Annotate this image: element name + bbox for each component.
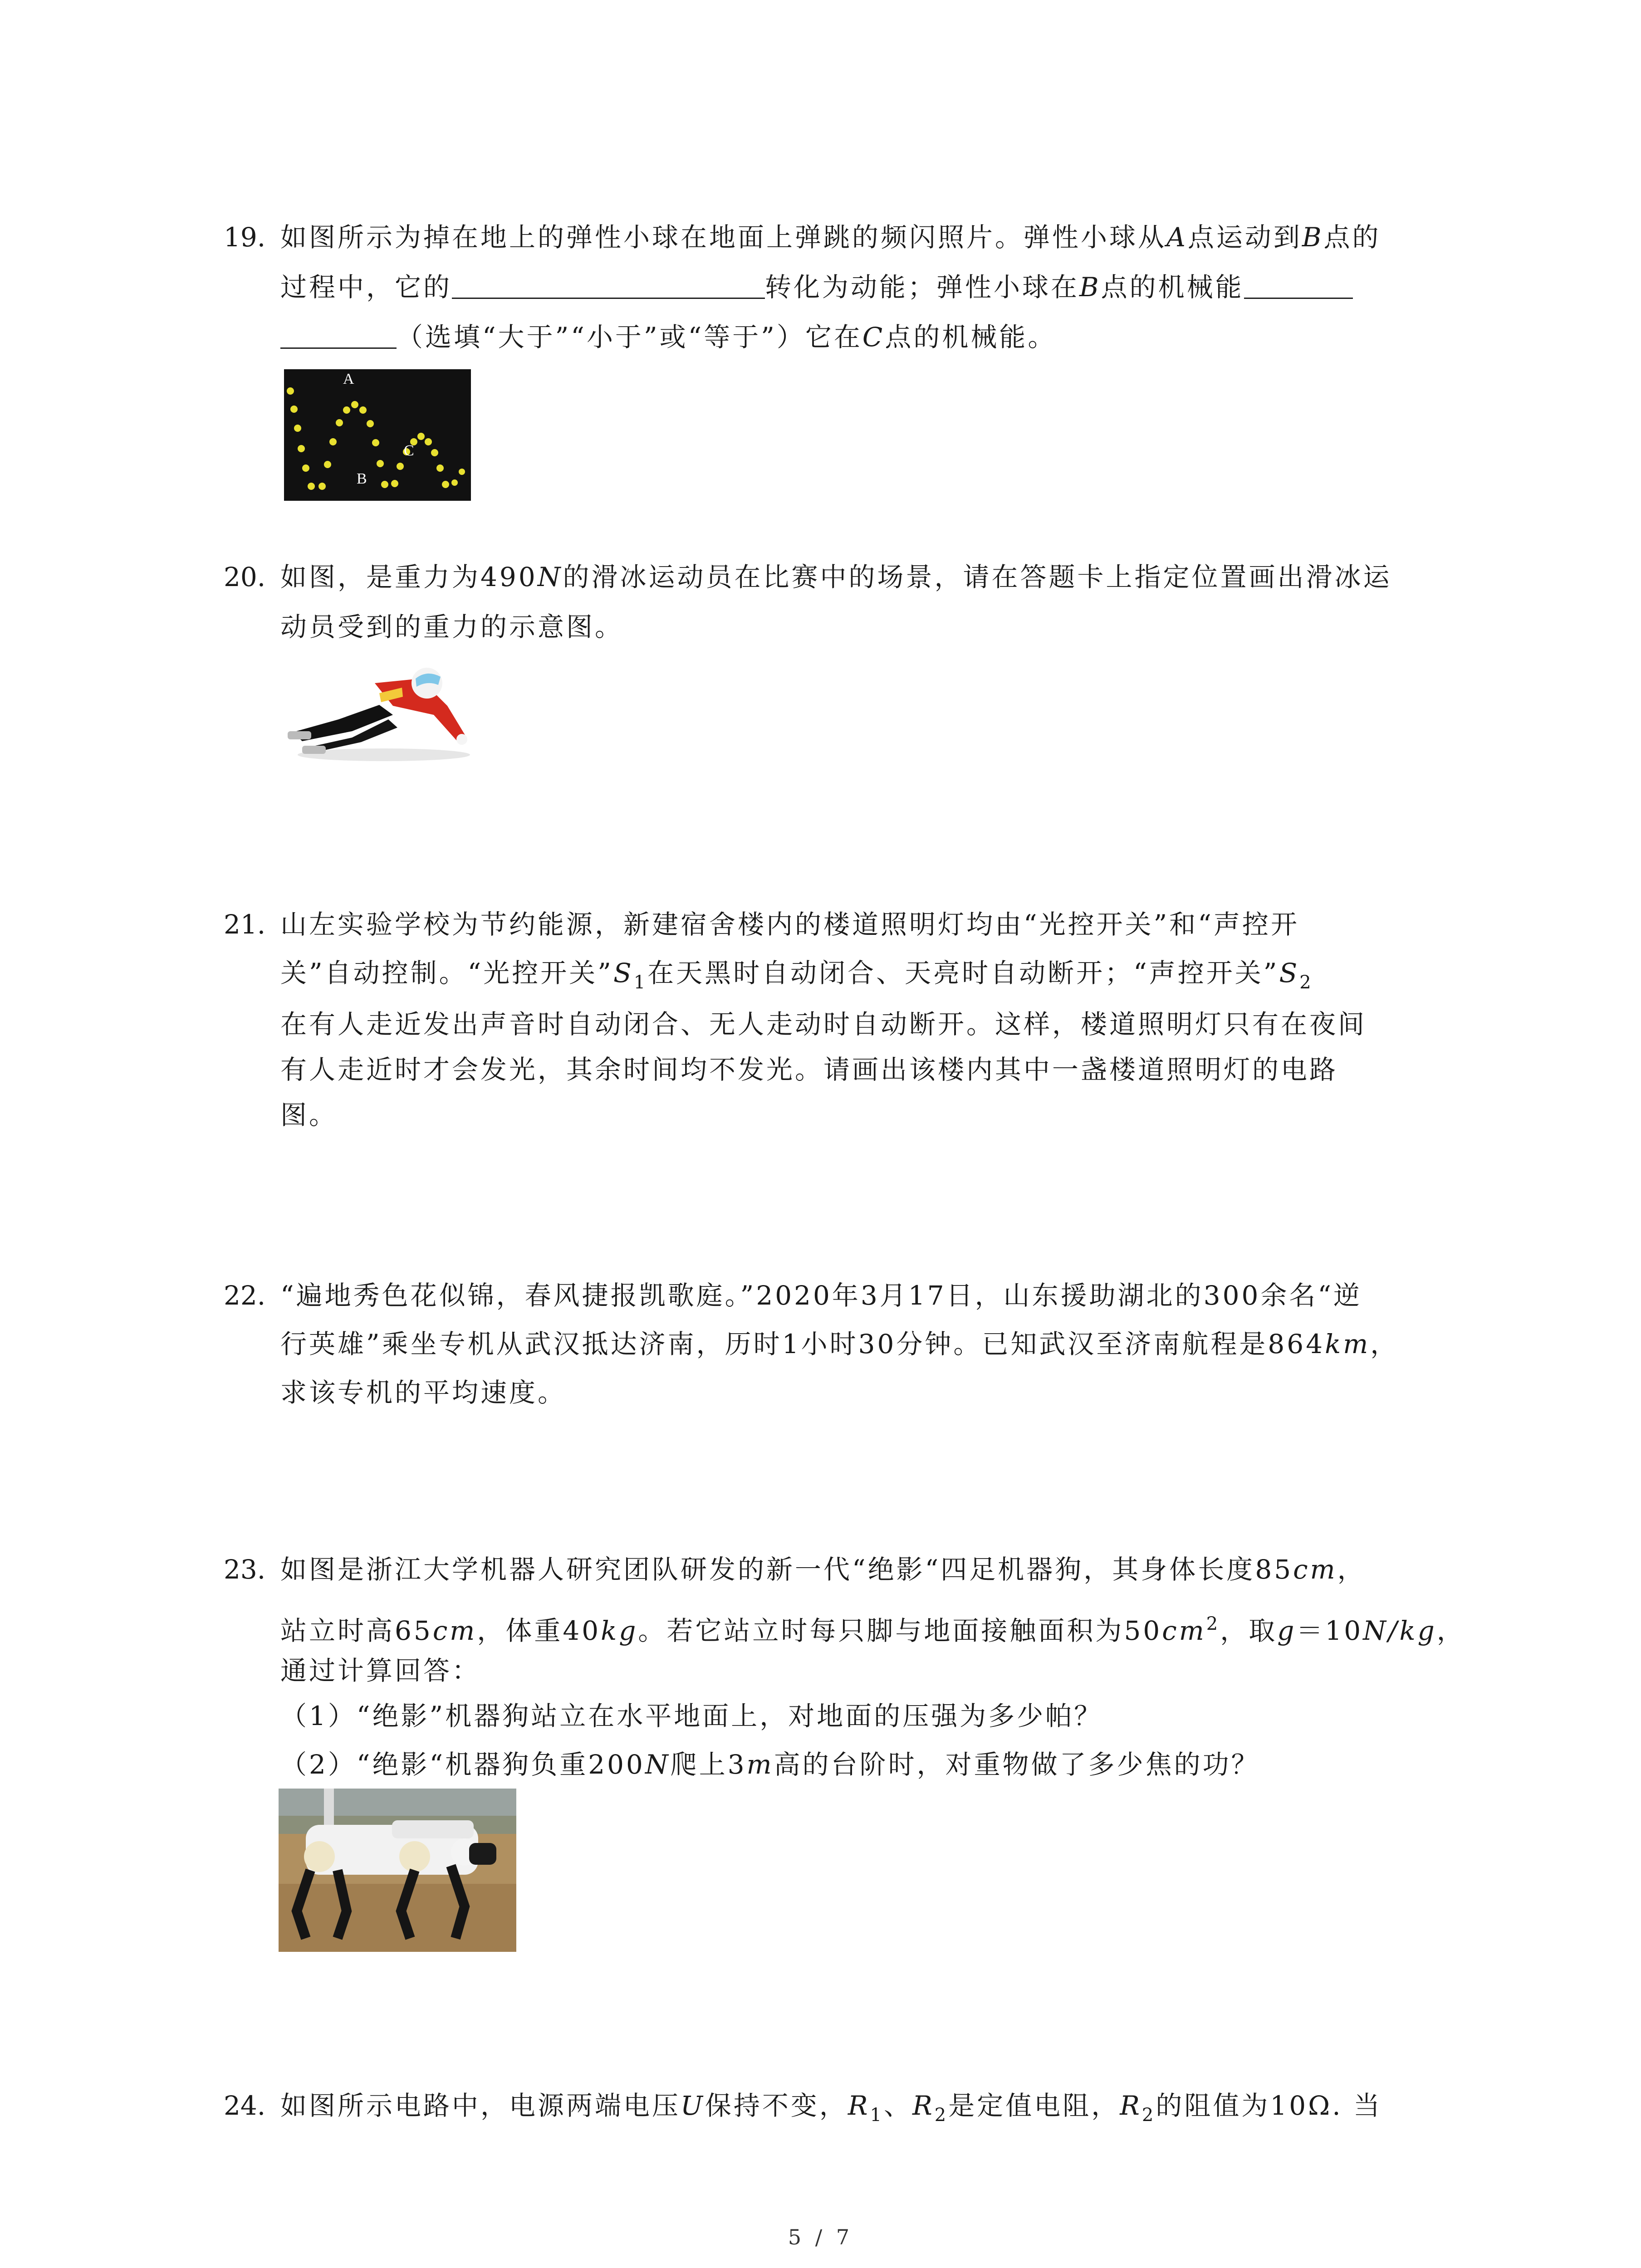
question-text: 如图是浙江大学机器人研究团队研发的新一代“绝影“四足机器狗，其身体长度85cm， [280, 1554, 1366, 1585]
question-text: 过程中，它的 转化为动能；弹性小球在B点的机械能 [280, 269, 1353, 305]
question-text: 动员受到的重力的示意图。 [280, 611, 624, 642]
question-number: 20. [224, 562, 266, 592]
question-text: 关”自动控制。“光控开关$”S_1$在天黑时自动闭合、天亮时自动断开；“声控开关$”S_2$ [280, 958, 1313, 993]
robot-dog-figure [279, 1789, 516, 1952]
question-text: 有人走近时才会发光，其余时间均不发光。请画出该楼内其中一盏楼道照明灯的电路 [280, 1054, 1338, 1085]
question-number: 19. [224, 222, 266, 253]
label-b: B [357, 470, 367, 487]
speed-skater-figure [284, 651, 484, 769]
question-text: 如图，是重力为490N的滑冰运动员在比赛中的场景，请在答题卡上指定位置画出滑冰运 [280, 562, 1392, 592]
sub-question-2: （2）“绝影“机器狗负重200N爬上3m高的台阶时，对重物做了多少焦的功？ [280, 1749, 1260, 1780]
label-c: C [404, 442, 414, 459]
label-a: A [343, 371, 354, 387]
question-number: 24. [224, 2090, 266, 2121]
answer-blank[interactable] [1244, 271, 1353, 299]
bouncing-ball-photo [284, 369, 471, 501]
question-text: 通过计算回答： [280, 1655, 481, 1686]
answer-blank[interactable] [280, 321, 397, 349]
answer-blank[interactable] [452, 271, 765, 299]
question-number: 22. [224, 1280, 266, 1311]
question-text: 行英雄”乘坐专机从武汉抵达济南，历时1小时30分钟。已知武汉至济南航程是864km， [280, 1329, 1399, 1359]
question-number: 23. [224, 1554, 266, 1585]
question-text: 在有人走近发出声音时自动闭合、无人走动时自动断开。这样，楼道照明灯只有在夜间 [280, 1009, 1367, 1040]
question-text: 如图所示为掉在地上的弹性小球在地面上弹跳的频闪照片。弹性小球从A点运动到B点的 [280, 222, 1381, 253]
question-text: （选填“大于”“小于”或“等于”）它在C点的机械能。 [280, 319, 1056, 355]
page-number: 5 / 7 [788, 2225, 853, 2249]
question-number: 21. [224, 909, 266, 940]
question-text: 求该专机的平均速度。 [280, 1377, 567, 1408]
robot-dog-photo [279, 1789, 516, 1952]
question-text: “遍地秀色花似锦，春风捷报凯歌庭。”2020年3月17日，山东援助湖北的300余名“逆 [280, 1280, 1362, 1311]
question-text: 山左实验学校为节约能源，新建宿舍楼内的楼道照明灯均由“光控开关”和“声控开 [280, 909, 1299, 940]
question-text: 如图所示电路中，电源两端电压U保持不变，$R_1$、$R_2$是定值电阻，$R_2$的阻值为10Ω. 当 [280, 2090, 1382, 2126]
question-text: 图。 [280, 1100, 338, 1130]
question-text: 站立时高65cm，体重40kg。若它站立时每只脚与地面接触面积为$50cm^2$，取g＝10N/kg， [280, 1613, 1465, 1646]
bouncing-ball-figure [284, 369, 471, 501]
sub-question-1: （1）“绝影”机器狗站立在水平地面上，对地面的压强为多少帕？ [280, 1701, 1103, 1731]
skater-photo [284, 651, 484, 769]
